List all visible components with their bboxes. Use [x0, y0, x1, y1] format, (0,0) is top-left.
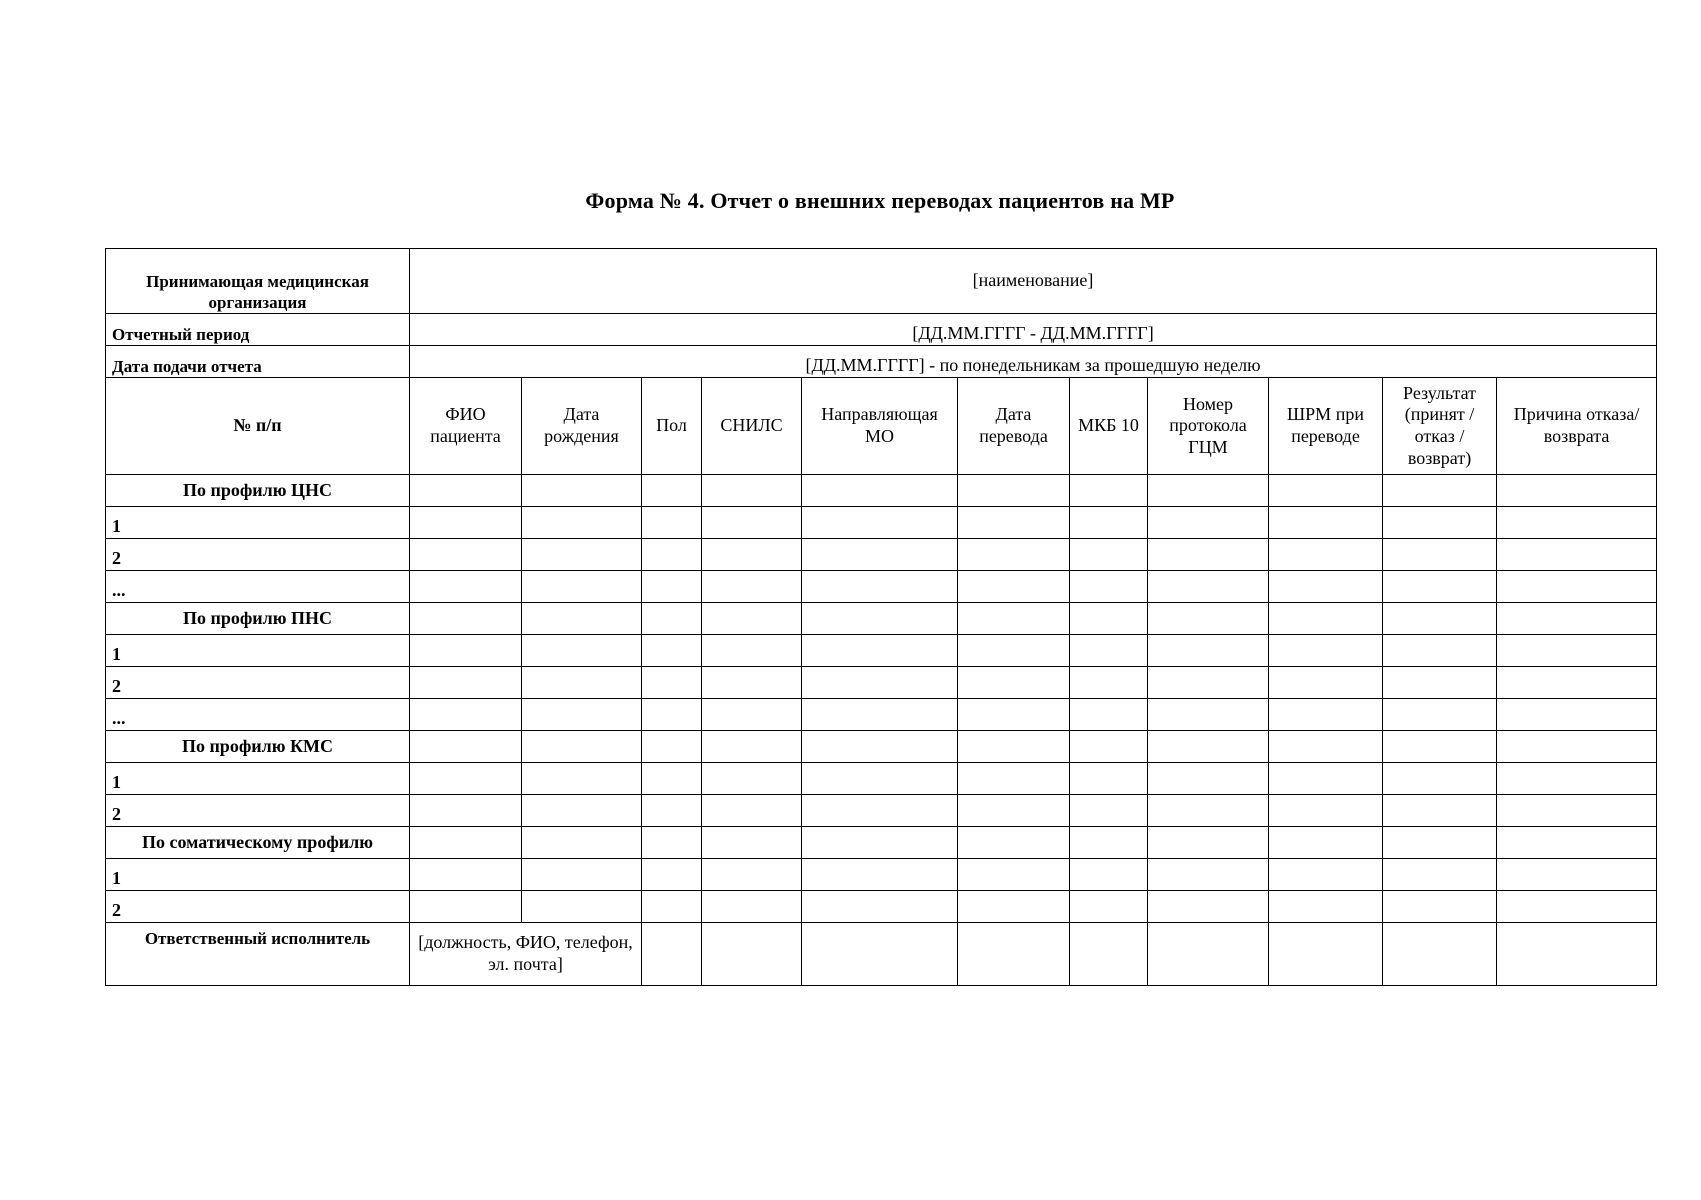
table-cell[interactable]: [410, 667, 522, 699]
table-cell[interactable]: [642, 763, 702, 795]
table-cell[interactable]: [410, 731, 522, 763]
table-row: [106, 571, 1657, 603]
table-cell[interactable]: [802, 859, 958, 891]
table-cell[interactable]: [958, 891, 1070, 923]
table-cell[interactable]: [958, 539, 1070, 571]
table-cell[interactable]: [410, 891, 522, 923]
table-cell[interactable]: [958, 635, 1070, 667]
table-cell[interactable]: [1269, 763, 1383, 795]
column-header-2: Дата рождения: [522, 378, 642, 475]
responsible-label: Ответственный исполнитель: [106, 923, 410, 986]
table-cell[interactable]: [522, 731, 642, 763]
section-heading-row: [106, 731, 1657, 763]
table-cell[interactable]: [1383, 891, 1497, 923]
table-cell[interactable]: [642, 667, 702, 699]
table-cell[interactable]: [1269, 795, 1383, 827]
table-cell[interactable]: [522, 891, 642, 923]
table-cell[interactable]: [1497, 699, 1657, 731]
table-cell[interactable]: [1148, 731, 1269, 763]
table-row: [106, 859, 1657, 891]
table-cell[interactable]: [1497, 571, 1657, 603]
table-cell[interactable]: [958, 827, 1070, 859]
table-cell[interactable]: [1148, 827, 1269, 859]
table-cell[interactable]: [1383, 923, 1497, 986]
table-cell[interactable]: [1383, 635, 1497, 667]
section-heading: По соматическому профилю: [106, 827, 410, 859]
column-header-1: ФИО пациента: [410, 378, 522, 475]
row-number: 1: [106, 763, 410, 795]
table-cell[interactable]: [1269, 603, 1383, 635]
table-cell[interactable]: [1497, 667, 1657, 699]
column-header-7: МКБ 10: [1070, 378, 1148, 475]
table-cell[interactable]: [802, 539, 958, 571]
table-cell[interactable]: [702, 475, 802, 507]
table-cell[interactable]: [642, 699, 702, 731]
table-cell[interactable]: [1383, 859, 1497, 891]
row-number: 2: [106, 539, 410, 571]
table-cell[interactable]: [410, 603, 522, 635]
table-cell[interactable]: [802, 475, 958, 507]
table-cell[interactable]: [1497, 827, 1657, 859]
table-cell[interactable]: [1383, 795, 1497, 827]
table-cell[interactable]: [522, 539, 642, 571]
table-cell[interactable]: [802, 923, 958, 986]
table-cell[interactable]: [1497, 731, 1657, 763]
table-cell[interactable]: [1383, 539, 1497, 571]
table-cell[interactable]: [642, 731, 702, 763]
table-cell[interactable]: [702, 923, 802, 986]
table-cell[interactable]: [958, 667, 1070, 699]
table-cell[interactable]: [702, 539, 802, 571]
table-cell[interactable]: [702, 891, 802, 923]
table-cell[interactable]: [958, 795, 1070, 827]
table-cell[interactable]: [958, 731, 1070, 763]
row-number: 2: [106, 795, 410, 827]
table-cell[interactable]: [1269, 859, 1383, 891]
table-cell[interactable]: [410, 763, 522, 795]
table-cell[interactable]: [1070, 603, 1148, 635]
table-cell[interactable]: [702, 763, 802, 795]
table-cell[interactable]: [1269, 667, 1383, 699]
table-cell[interactable]: [1497, 539, 1657, 571]
table-cell[interactable]: [1070, 891, 1148, 923]
table-cell[interactable]: [802, 827, 958, 859]
column-header-10: Результат (принят / отказ / возврат): [1383, 378, 1497, 475]
column-header-3: Пол: [642, 378, 702, 475]
table-cell[interactable]: [410, 827, 522, 859]
table-cell[interactable]: [802, 891, 958, 923]
responsible-row: [106, 923, 1657, 986]
table-cell[interactable]: [522, 635, 642, 667]
table-cell[interactable]: [1070, 507, 1148, 539]
table-cell[interactable]: [642, 539, 702, 571]
column-header-0: № п/п: [106, 378, 410, 475]
table-cell[interactable]: [1148, 475, 1269, 507]
table-cell[interactable]: [1148, 667, 1269, 699]
table-cell[interactable]: [802, 667, 958, 699]
period-label: Отчетный период: [106, 314, 410, 346]
table-cell[interactable]: [522, 699, 642, 731]
table-cell[interactable]: [642, 795, 702, 827]
responsible-value-field[interactable]: [должность, ФИО, телефон, эл. почта]: [410, 923, 642, 986]
table-cell[interactable]: [1269, 891, 1383, 923]
table-cell[interactable]: [802, 635, 958, 667]
table-cell[interactable]: [1383, 667, 1497, 699]
table-cell[interactable]: [802, 795, 958, 827]
table-cell[interactable]: [702, 571, 802, 603]
table-cell[interactable]: [1148, 891, 1269, 923]
row-number: 1: [106, 859, 410, 891]
table-cell[interactable]: [958, 475, 1070, 507]
table-cell[interactable]: [958, 923, 1070, 986]
table-cell[interactable]: [1148, 763, 1269, 795]
period-row: [106, 314, 1657, 346]
table-cell[interactable]: [410, 571, 522, 603]
table-cell[interactable]: [1148, 539, 1269, 571]
table-cell[interactable]: [1269, 731, 1383, 763]
table-cell[interactable]: [642, 571, 702, 603]
date-value-field[interactable]: [ДД.ММ.ГГГГ] - по понедельникам за прошедшую неделю: [410, 346, 1657, 378]
section-heading-row: [106, 827, 1657, 859]
table-cell[interactable]: [522, 795, 642, 827]
table-cell[interactable]: [1148, 699, 1269, 731]
table-row: [106, 699, 1657, 731]
table-row: [106, 795, 1657, 827]
table-cell[interactable]: [1497, 891, 1657, 923]
column-header-8: Номер протокола ГЦМ: [1148, 378, 1269, 475]
table-cell[interactable]: [1497, 923, 1657, 986]
org-value-field[interactable]: [наименование]: [410, 249, 1657, 314]
table-cell[interactable]: [410, 539, 522, 571]
table-cell[interactable]: [702, 795, 802, 827]
table-cell[interactable]: [802, 571, 958, 603]
table-cell[interactable]: [1269, 571, 1383, 603]
table-cell[interactable]: [702, 667, 802, 699]
table-cell[interactable]: [522, 667, 642, 699]
table-cell[interactable]: [642, 827, 702, 859]
table-cell[interactable]: [1383, 475, 1497, 507]
table-cell[interactable]: [1070, 635, 1148, 667]
report-form-table: [105, 248, 1657, 986]
table-cell[interactable]: [1269, 539, 1383, 571]
table-cell[interactable]: [1148, 571, 1269, 603]
table-cell[interactable]: [642, 923, 702, 986]
table-cell[interactable]: [1269, 827, 1383, 859]
column-header-5: Направляющая МО: [802, 378, 958, 475]
page-title: Форма № 4. Отчет о внешних переводах пациентов на МР: [585, 188, 1175, 213]
table-cell[interactable]: [1070, 763, 1148, 795]
table-cell[interactable]: [1070, 475, 1148, 507]
table-cell[interactable]: [702, 699, 802, 731]
column-header-9: ШРМ при переводе: [1269, 378, 1383, 475]
org-label: Принимающая медицинская организация: [106, 249, 410, 314]
table-cell[interactable]: [802, 763, 958, 795]
table-cell[interactable]: [642, 859, 702, 891]
table-cell[interactable]: [642, 475, 702, 507]
table-cell[interactable]: [1383, 507, 1497, 539]
table-cell[interactable]: [1148, 795, 1269, 827]
table-cell[interactable]: [1269, 923, 1383, 986]
table-cell[interactable]: [1070, 923, 1148, 986]
table-cell[interactable]: [958, 763, 1070, 795]
table-cell[interactable]: [410, 795, 522, 827]
row-number: 1: [106, 635, 410, 667]
table-cell[interactable]: [1148, 923, 1269, 986]
table-cell[interactable]: [702, 635, 802, 667]
table-row: [106, 763, 1657, 795]
table-cell[interactable]: [1269, 507, 1383, 539]
table-cell[interactable]: [642, 891, 702, 923]
table-cell[interactable]: [410, 699, 522, 731]
table-cell[interactable]: [702, 859, 802, 891]
table-row: [106, 539, 1657, 571]
row-number: ...: [106, 699, 410, 731]
table-cell[interactable]: [1497, 795, 1657, 827]
table-cell[interactable]: [1497, 635, 1657, 667]
column-header-4: СНИЛС: [702, 378, 802, 475]
row-number: 1: [106, 507, 410, 539]
table-cell[interactable]: [1497, 507, 1657, 539]
table-cell[interactable]: [1070, 667, 1148, 699]
column-header-6: Дата перевода: [958, 378, 1070, 475]
table-cell[interactable]: [1070, 539, 1148, 571]
table-cell[interactable]: [1269, 699, 1383, 731]
table-cell[interactable]: [802, 731, 958, 763]
table-cell[interactable]: [410, 635, 522, 667]
table-cell[interactable]: [702, 507, 802, 539]
table-cell[interactable]: [1383, 699, 1497, 731]
table-cell[interactable]: [410, 859, 522, 891]
table-cell[interactable]: [410, 475, 522, 507]
table-cell[interactable]: [1383, 603, 1497, 635]
table-cell[interactable]: [522, 475, 642, 507]
table-cell[interactable]: [958, 507, 1070, 539]
table-cell[interactable]: [1383, 763, 1497, 795]
table-cell[interactable]: [958, 603, 1070, 635]
org-row: [106, 249, 1657, 314]
table-cell[interactable]: [642, 635, 702, 667]
table-cell[interactable]: [1383, 827, 1497, 859]
table-cell[interactable]: [958, 859, 1070, 891]
table-cell[interactable]: [702, 827, 802, 859]
table-cell[interactable]: [1497, 859, 1657, 891]
row-number: ...: [106, 571, 410, 603]
row-number: 2: [106, 667, 410, 699]
table-cell[interactable]: [1070, 795, 1148, 827]
section-heading: По профилю ЦНС: [106, 475, 410, 507]
table-cell[interactable]: [1148, 635, 1269, 667]
section-heading-row: [106, 475, 1657, 507]
table-cell[interactable]: [1148, 507, 1269, 539]
section-heading: По профилю КМС: [106, 731, 410, 763]
date-row: [106, 346, 1657, 378]
table-cell[interactable]: [1269, 475, 1383, 507]
column-header-row: [106, 378, 1657, 475]
table-cell[interactable]: [522, 507, 642, 539]
table-cell[interactable]: [1497, 603, 1657, 635]
table-cell[interactable]: [522, 827, 642, 859]
table-cell[interactable]: [1497, 475, 1657, 507]
table-cell[interactable]: [1070, 827, 1148, 859]
table-cell[interactable]: [1148, 859, 1269, 891]
table-cell[interactable]: [1070, 699, 1148, 731]
date-label: Дата подачи отчета: [106, 346, 410, 378]
table-cell[interactable]: [958, 699, 1070, 731]
row-number: 2: [106, 891, 410, 923]
table-cell[interactable]: [1070, 859, 1148, 891]
table-row: [106, 507, 1657, 539]
table-cell[interactable]: [1383, 731, 1497, 763]
column-header-11: Причина отказа/возврата: [1497, 378, 1657, 475]
period-value-field[interactable]: [ДД.ММ.ГГГГ - ДД.ММ.ГГГГ]: [410, 314, 1657, 346]
table-cell[interactable]: [642, 507, 702, 539]
table-cell[interactable]: [802, 603, 958, 635]
table-cell[interactable]: [1497, 763, 1657, 795]
table-row: [106, 667, 1657, 699]
table-cell[interactable]: [522, 763, 642, 795]
section-heading: По профилю ПНС: [106, 603, 410, 635]
table-cell[interactable]: [702, 603, 802, 635]
section-heading-row: [106, 603, 1657, 635]
table-cell[interactable]: [1070, 571, 1148, 603]
table-cell[interactable]: [642, 603, 702, 635]
table-cell[interactable]: [802, 699, 958, 731]
table-cell[interactable]: [802, 507, 958, 539]
table-cell[interactable]: [410, 507, 522, 539]
table-cell[interactable]: [1148, 603, 1269, 635]
table-cell[interactable]: [1383, 571, 1497, 603]
table-row: [106, 891, 1657, 923]
table-cell[interactable]: [958, 571, 1070, 603]
table-cell[interactable]: [702, 731, 802, 763]
table-cell[interactable]: [522, 603, 642, 635]
table-cell[interactable]: [1070, 731, 1148, 763]
table-cell[interactable]: [1269, 635, 1383, 667]
table-row: [106, 635, 1657, 667]
table-cell[interactable]: [522, 859, 642, 891]
table-cell[interactable]: [522, 571, 642, 603]
